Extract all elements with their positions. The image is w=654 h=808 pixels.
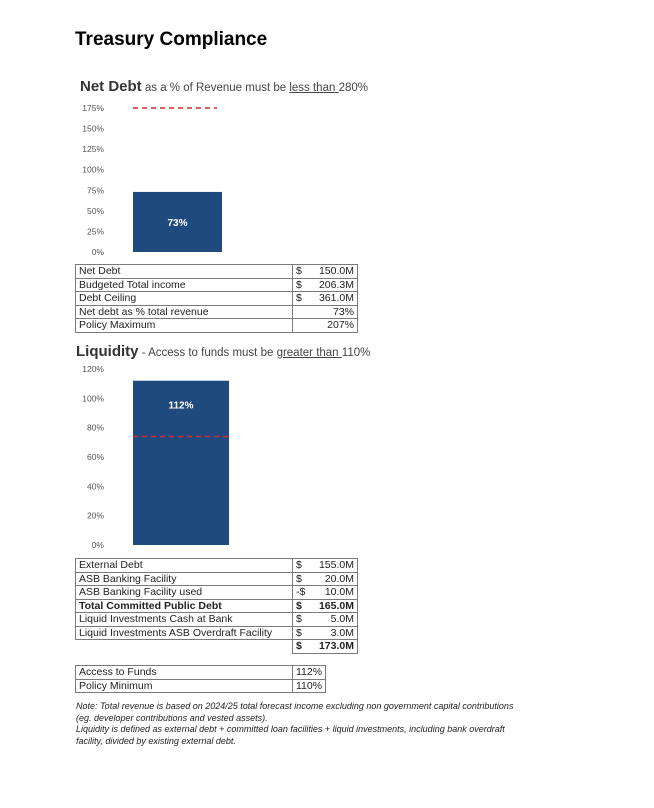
row-label: Liquid Investments ASB Overdraft Facility [76, 626, 293, 640]
table-row [76, 292, 358, 306]
net-debt-heading [80, 78, 368, 96]
row-currency: -$ [293, 586, 308, 600]
row-label [76, 640, 293, 654]
table-row [76, 586, 358, 600]
row-value: 165.0M [308, 599, 358, 613]
y-tick-label: 25% [86, 226, 104, 237]
row-label: Total Committed Public Debt [76, 599, 293, 613]
y-tick-label: 80% [86, 422, 104, 433]
table-row [76, 626, 358, 640]
row-label: Net Debt [76, 265, 293, 279]
liquidity-heading-bold: Liquidity [76, 343, 139, 360]
y-tick-label: 150% [82, 123, 104, 134]
liquidity-heading-underline: greater than [276, 347, 342, 359]
row-value: 3.0M [308, 626, 358, 640]
net-debt-chart [70, 98, 270, 263]
net-debt-chart-svg [70, 98, 270, 263]
net-debt-heading-text: as a % of Revenue must be [141, 82, 290, 94]
footnote-liquidity: Liquidity is defined as external debt + committed loan facilities + liquid investments, including bank overdraft facility, divided by existing external debt. [76, 724, 505, 746]
row-currency: $ [293, 265, 308, 279]
row-currency: $ [293, 599, 308, 613]
footnote [76, 701, 516, 747]
row-value: 10.0M [308, 586, 358, 600]
y-tick-label: 0% [91, 247, 104, 257]
row-value: 20.0M [308, 572, 358, 586]
row-label: Debt Ceiling [76, 292, 293, 306]
row-label: External Debt [76, 559, 293, 573]
row-currency: $ [293, 626, 308, 640]
liquidity-table [75, 558, 358, 654]
bar-data-label: 73% [167, 217, 188, 229]
row-currency: $ [293, 572, 308, 586]
liquidity-chart [70, 362, 270, 554]
row-value: 112% [293, 666, 326, 680]
y-tick-label: 60% [86, 452, 104, 462]
table-row [76, 572, 358, 586]
net-debt-heading-limit: 280% [338, 82, 368, 94]
net-debt-heading-bold: Net Debt [80, 78, 142, 95]
net-debt-heading-underline: less than [289, 82, 339, 94]
page-title: Treasury Compliance [75, 29, 268, 50]
table-row [76, 666, 326, 680]
footnote-revenue: Note: Total revenue is based on 2024/25 total forecast income excluding non government capital contributions (eg. developer contributions and vested assets). [76, 701, 514, 723]
row-label: ASB Banking Facility [76, 572, 293, 586]
table-row [76, 319, 358, 333]
row-currency: $ [293, 559, 308, 573]
y-tick-label: 20% [86, 510, 104, 521]
row-value: 155.0M [308, 559, 358, 573]
liquidity-heading [76, 343, 370, 361]
row-label: Policy Minimum [76, 679, 293, 693]
row-label: Policy Maximum [76, 319, 293, 333]
row-value: 173.0M [308, 640, 358, 654]
liquidity-ratio-table [75, 665, 326, 693]
table-row [76, 278, 358, 292]
table-row [76, 613, 358, 627]
row-value: 73% [293, 305, 358, 319]
table-row [76, 559, 358, 573]
table-row [76, 679, 326, 693]
y-tick-label: 40% [86, 481, 104, 492]
table-row [76, 640, 358, 654]
liquidity-heading-text: - Access to funds must be [138, 347, 277, 359]
y-tick-label: 100% [82, 393, 104, 404]
row-value: 150.0M [308, 265, 358, 279]
row-value: 361.0M [308, 292, 358, 306]
table-row [76, 265, 358, 279]
row-value: 206.3M [308, 278, 358, 292]
net-debt-table [75, 264, 358, 333]
y-tick-label: 125% [82, 144, 104, 155]
y-tick-label: 0% [91, 540, 104, 550]
row-currency: $ [293, 292, 308, 306]
row-label: Access to Funds [76, 666, 293, 680]
row-label: ASB Banking Facility used [76, 586, 293, 600]
row-currency: $ [293, 613, 308, 627]
table-row [76, 599, 358, 613]
row-value: 5.0M [308, 613, 358, 627]
row-currency: $ [293, 278, 308, 292]
row-label: Net debt as % total revenue [76, 305, 293, 319]
row-currency: $ [293, 640, 308, 654]
y-tick-label: 120% [82, 364, 104, 374]
y-tick-label: 75% [86, 185, 104, 196]
liquidity-chart-svg [70, 362, 270, 554]
row-value: 110% [293, 679, 326, 693]
y-tick-label: 100% [82, 164, 104, 175]
bar-data-label: 112% [168, 400, 194, 412]
row-value: 207% [293, 319, 358, 333]
y-tick-label: 50% [86, 205, 104, 216]
table-row [76, 305, 358, 319]
liquidity-heading-limit: 110% [341, 347, 371, 359]
row-label: Liquid Investments Cash at Bank [76, 613, 293, 627]
row-label: Budgeted Total income [76, 278, 293, 292]
y-tick-label: 175% [82, 103, 104, 113]
